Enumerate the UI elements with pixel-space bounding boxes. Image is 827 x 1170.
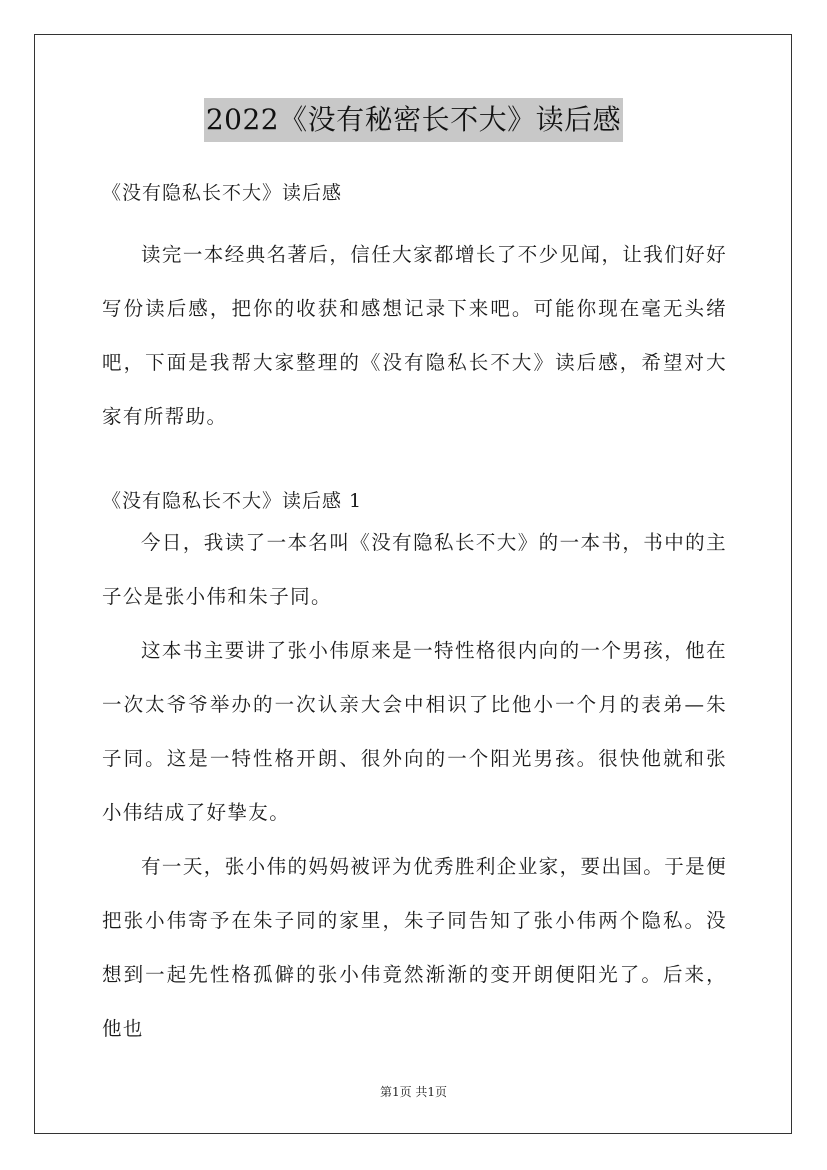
- body-paragraph-1: 今日，我读了一本名叫《没有隐私长不大》的一本书，书中的主子公是张小伟和朱子同。: [102, 531, 727, 608]
- document-subtitle: 《没有隐私长不大》读后感: [102, 182, 343, 204]
- body-paragraph-2: 这本书主要讲了张小伟原来是一特性格很内向的一个男孩，他在一次太爷爷举办的一次认亲大会中相识了比他小一个月的表弟—朱子同。这是一特性格开朗、很外向的一个阳光男孩。很快他就和张小伟结成了好挚友。: [102, 639, 727, 824]
- title-container: [0, 98, 827, 142]
- body-paragraph-3: 有一天，张小伟的妈妈被评为优秀胜利企业家，要出国。于是便把张小伟寄予在朱子同的家里，朱子同告知了张小伟两个隐私。没想到一起先性格孤僻的张小伟竟然渐渐的变开朗便阳光了。后来，他也: [102, 855, 727, 1040]
- document-title: 2022《没有秘密长不大》读后感: [204, 98, 623, 142]
- document-body: [102, 160, 727, 1056]
- section-heading-1: 《没有隐私长不大》读后感 1: [102, 490, 363, 512]
- intro-paragraph: 读完一本经典名著后，信任大家都增长了不少见闻，让我们好好写份读后感，把你的收获和感想记录下来吧。可能你现在毫无头绪吧，下面是我帮大家整理的《没有隐私长不大》读后感，希望对大家有所帮助。: [102, 243, 727, 428]
- section-spacer: [102, 444, 727, 486]
- page-footer: [0, 1083, 827, 1101]
- page-number: 第1页 共1页: [379, 1085, 448, 1099]
